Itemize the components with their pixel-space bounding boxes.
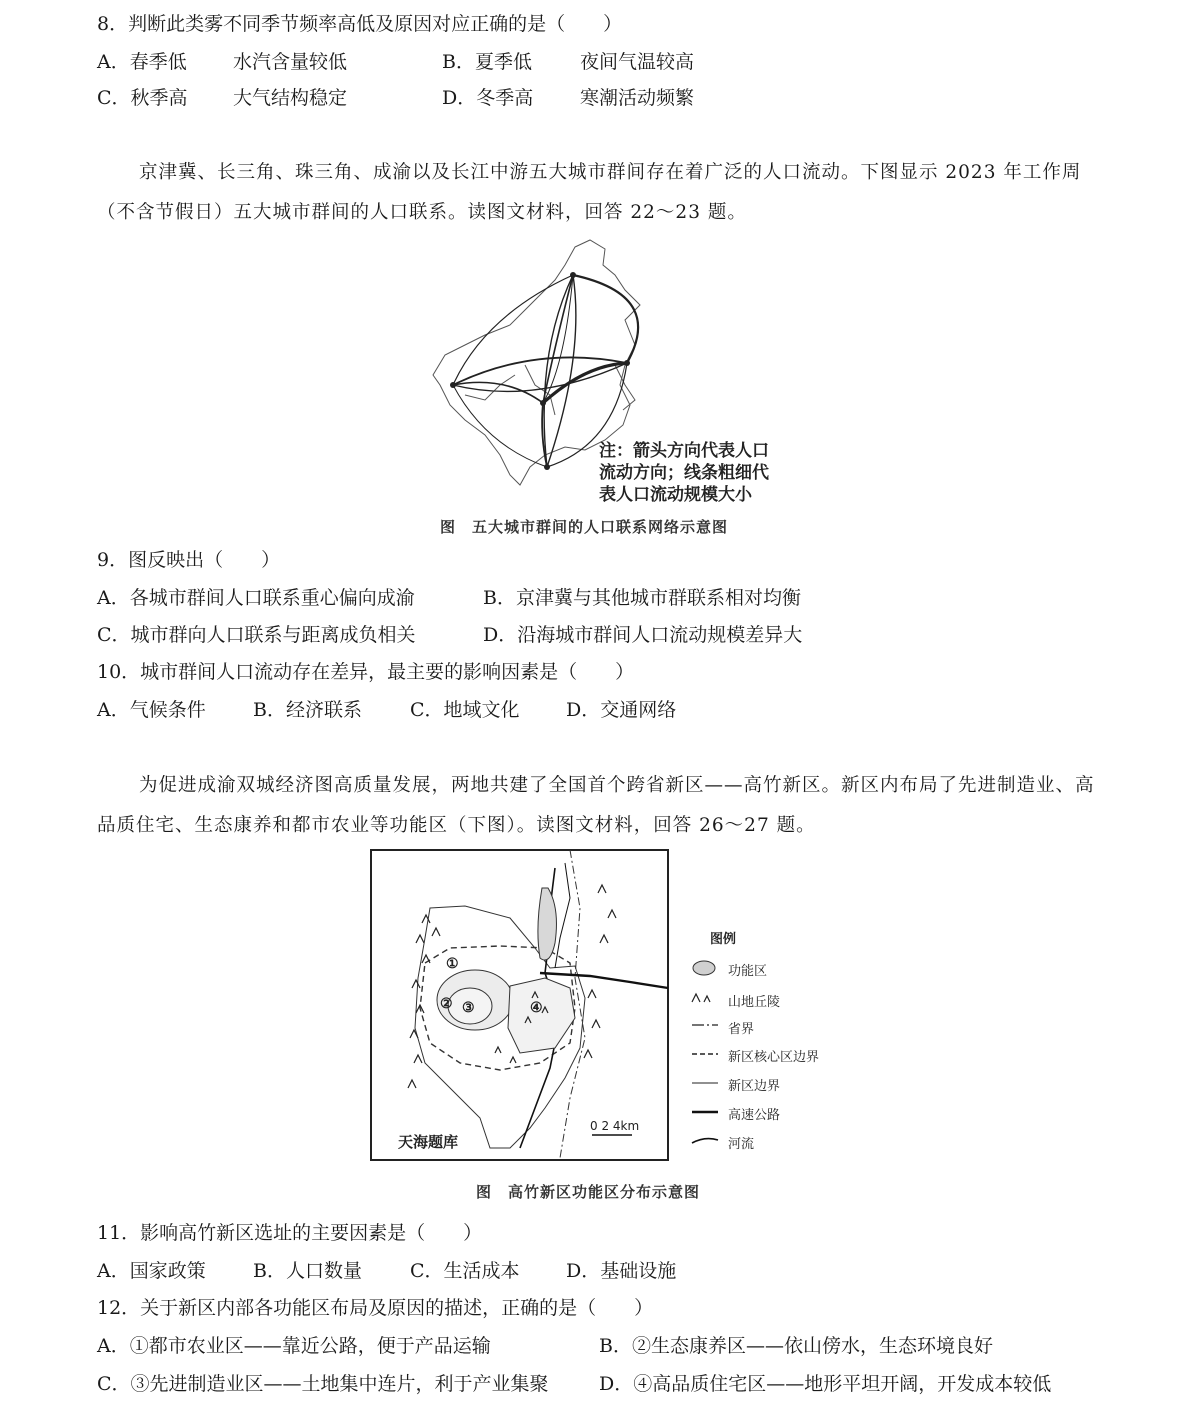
figure-note-line3: 表人口流动规模大小	[599, 485, 752, 505]
q9-option-b: B．京津冀与其他城市群联系相对均衡	[483, 587, 801, 609]
q11-option-d: D．基础设施	[566, 1260, 677, 1282]
q11-option-b: B．人口数量	[253, 1260, 362, 1282]
legend-functional-zone: 功能区	[728, 964, 768, 979]
q9-option-a: A．各城市群间人口联系重心偏向成渝	[97, 587, 415, 609]
population-network-figure	[425, 235, 795, 505]
q10-option-a: A．气候条件	[97, 699, 206, 721]
q12-stem: 12．关于新区内部各功能区布局及原因的描述，正确的是（ ）	[97, 1297, 654, 1319]
figure2-caption: 图 高竹新区功能区分布示意图	[476, 1183, 701, 1201]
zone-label-4: ④	[530, 1000, 543, 1016]
material2-paragraph: 为促进成渝双城经济图高质量发展，两地共建了全国首个跨省新区——高竹新区。新区内布局了先进制造业、高品质住宅、生态康养和都市农业等功能区（下图）。读图文材料，回答 26～27 题。	[97, 775, 1095, 836]
scale-label: 0 2 4km	[590, 1119, 640, 1133]
legend-province-boundary: 省界	[728, 1022, 755, 1037]
material1-paragraph: 京津冀、长三角、珠三角、成渝以及长江中游五大城市群间存在着广泛的人口流动。下图显示 2023 年工作周（不含节假日）五大城市群间的人口联系。读图文材料，回答 22～23 题。	[97, 162, 1082, 223]
zone-label-2: ②	[440, 996, 453, 1012]
gaozhu-figure	[370, 848, 820, 1168]
q8-option-c-letter: C．秋季高	[97, 87, 188, 109]
q9-option-d: D．沿海城市群间人口流动规模差异大	[483, 624, 803, 646]
q8-option-c-reason: 大气结构稳定	[233, 87, 348, 109]
figure-note-line2: 流动方向；线条粗细代	[599, 463, 769, 483]
q11-option-a: A．国家政策	[97, 1260, 206, 1282]
q12-option-d: D．④高品质住宅区——地形平坦开阔，开发成本较低	[599, 1373, 1052, 1395]
q11-option-c: C．生活成本	[410, 1260, 520, 1282]
q9-stem: 9．图反映出（ ）	[97, 549, 281, 571]
figure1-caption: 图 五大城市群间的人口联系网络示意图	[440, 518, 729, 536]
figure-note-line1: 注：箭头方向代表人口	[599, 441, 769, 461]
legend-core-boundary: 新区核心区边界	[728, 1050, 820, 1065]
q10-option-b: B．经济联系	[253, 699, 362, 721]
legend-title: 图例	[710, 932, 737, 947]
q8-option-a-letter: A．春季低	[97, 51, 187, 73]
q12-option-b: B．②生态康养区——依山傍水，生态环境良好	[599, 1335, 993, 1357]
q8-option-d-reason: 寒潮活动频繁	[580, 87, 695, 109]
q12-option-a: A．①都市农业区——靠近公路，便于产品运输	[97, 1335, 491, 1357]
legend-mountain: 山地丘陵	[728, 995, 781, 1010]
q10-stem: 10．城市群间人口流动存在差异，最主要的影响因素是（ ）	[97, 661, 635, 683]
q10-option-c: C．地域文化	[410, 699, 520, 721]
legend-river: 河流	[728, 1137, 755, 1152]
q12-option-c: C．③先进制造业区——土地集中连片，利于产业集聚	[97, 1373, 549, 1395]
legend-new-area-boundary: 新区边界	[728, 1079, 781, 1094]
q8-stem: 8．判断此类雾不同季节频率高低及原因对应正确的是（ ）	[97, 13, 623, 35]
q8-option-d-letter: D．冬季高	[442, 87, 534, 109]
q9-option-c: C．城市群向人口联系与距离成负相关	[97, 624, 416, 646]
zone-label-1: ①	[446, 956, 459, 972]
q8-option-a-reason: 水汽含量较低	[233, 51, 348, 73]
q11-stem: 11．影响高竹新区选址的主要因素是（ ）	[97, 1222, 483, 1244]
q10-option-d: D．交通网络	[566, 699, 677, 721]
q8-option-b-reason: 夜间气温较高	[580, 51, 695, 73]
legend-highway: 高速公路	[728, 1108, 781, 1123]
zone-label-3: ③	[462, 1000, 475, 1016]
watermark-text: 天海题库	[398, 1133, 459, 1151]
q8-option-b-letter: B．夏季低	[442, 51, 532, 73]
